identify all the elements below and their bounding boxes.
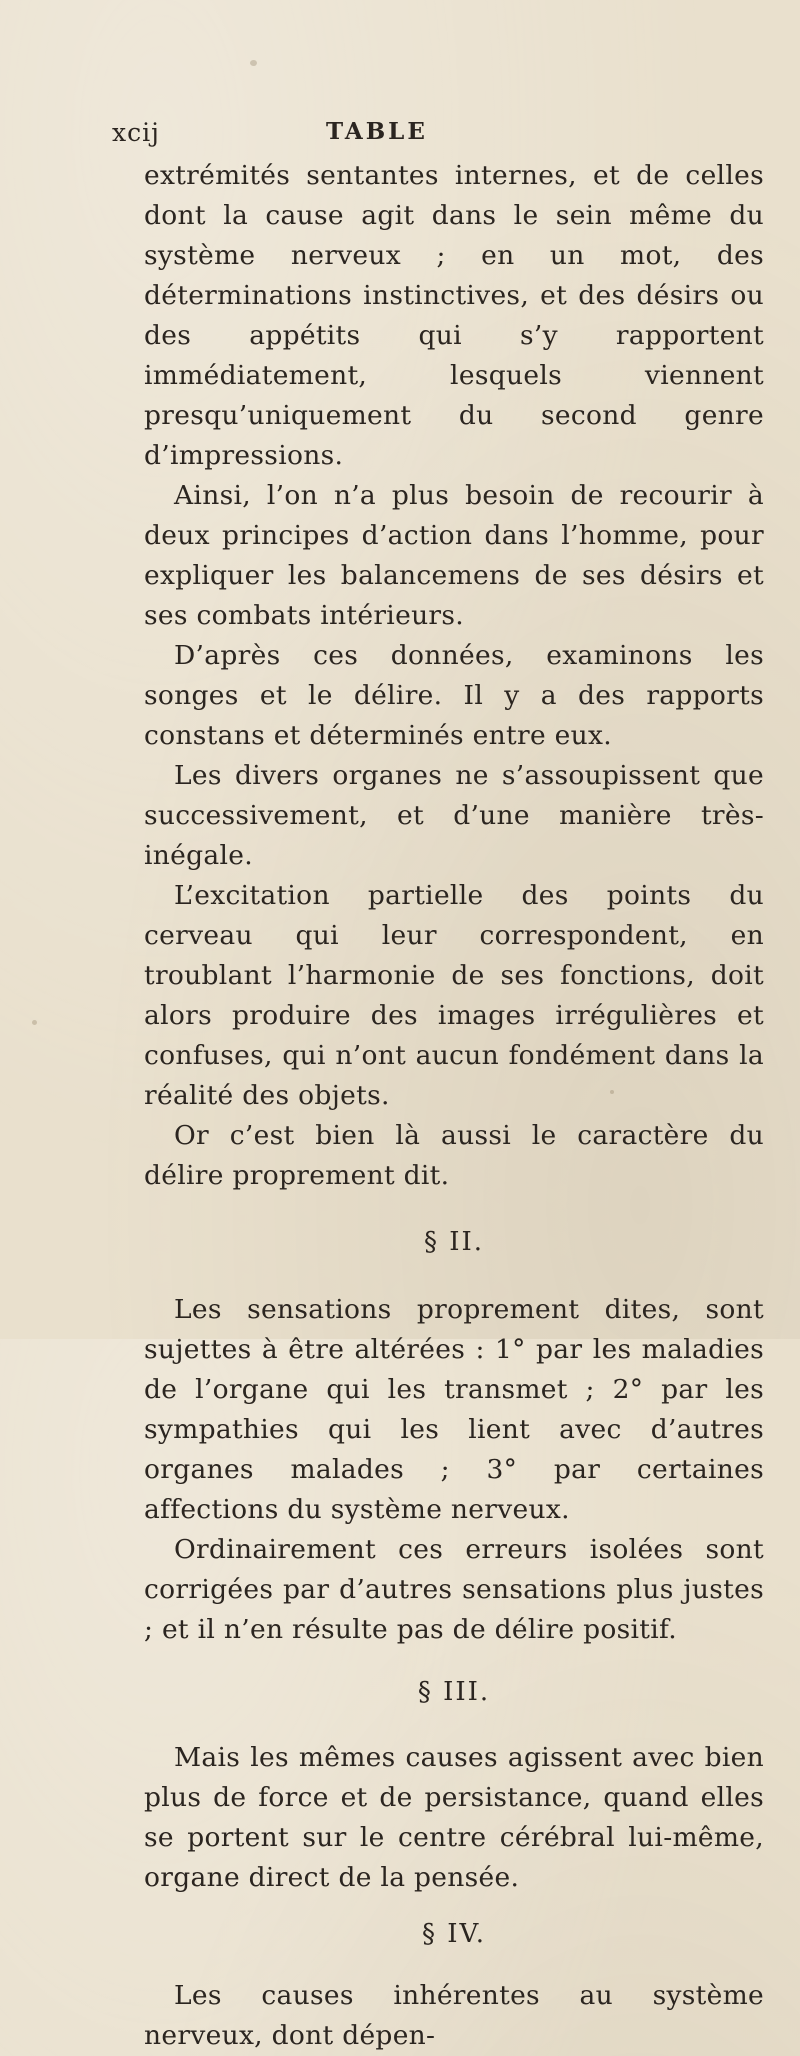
paragraph: Ainsi, l’on n’a plus besoin de recourir à deux principes d’action dans l’homme, pour expliquer les balancemens de ses désirs et ses combats intérieurs. — [144, 480, 764, 631]
paragraph: D’après ces données, examinons les songes et le délire. Il y a des rapports constans et déterminés entre eux. — [144, 640, 764, 751]
section-heading: § II. — [423, 1227, 485, 1257]
page-header — [112, 118, 752, 158]
page-number: xcij — [112, 118, 160, 147]
paragraph: Or c’est bien là aussi le caractère du délire proprement dit. — [144, 1120, 764, 1191]
body-text — [144, 156, 764, 2056]
paragraph: Les sensations proprement dites, sont sujettes à être altérées : 1° par les maladies de l’organe qui les transmet ; 2° par les sympathies qui les lient avec d’autres organes malades ; 3° par certaines affections du système nerveux. — [144, 1294, 764, 1525]
section-heading: § IV. — [421, 1919, 487, 1949]
running-head: TABLE — [326, 118, 428, 145]
paper-stain — [250, 60, 257, 66]
section-heading: § III. — [417, 1677, 491, 1707]
paragraph: L’excitation partielle des points du cerveau qui leur correspondent, en troublant l’harmonie de ses fonctions, doit alors produire des images irrégulières et confuses, qui n’ont aucun fondément dans la réalité des objets. — [144, 880, 764, 1111]
paper-stain — [32, 1020, 37, 1025]
paragraph: Les divers organes ne s’assoupissent que successivement, et d’une manière très-inégale. — [144, 760, 764, 871]
paragraph: Les causes inhérentes au système nerveux, dont dépen- — [144, 1980, 764, 2051]
paragraph: Mais les mêmes causes agissent avec bien plus de force et de persistance, quand elles se portent sur le centre cérébral lui-même, organe direct de la pensée. — [144, 1742, 764, 1893]
paragraph: Ordinairement ces erreurs isolées sont corrigées par d’autres sensations plus justes ; et il n’en résulte pas de délire positif. — [144, 1534, 764, 1645]
paragraph: extrémités sentantes internes, et de celles dont la cause agit dans le sein même du système nerveux ; en un mot, des déterminations instinctives, et des désirs ou des appétits qui s’y rapportent immédiatement, lesquels viennent presqu’uniquement du second genre d’impressions. — [144, 160, 764, 471]
